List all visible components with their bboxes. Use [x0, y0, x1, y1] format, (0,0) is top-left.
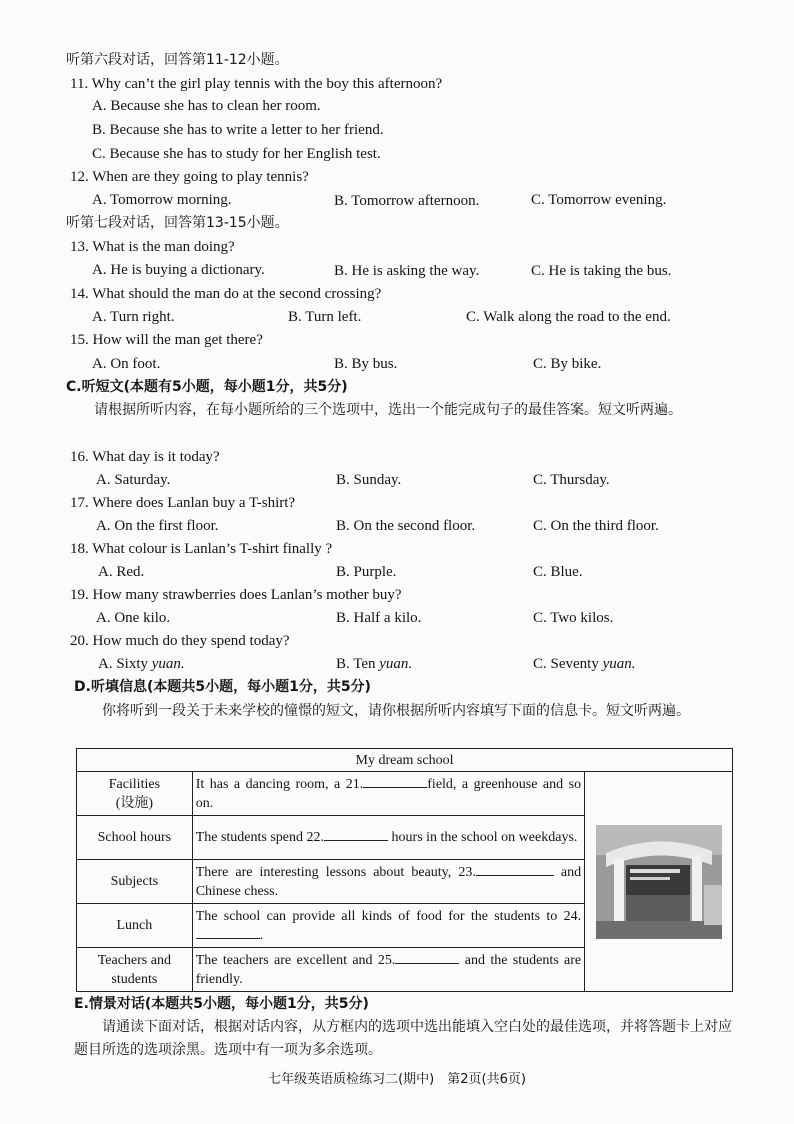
row-value-teachers-students: The teachers are excellent and 25. and the students are friendly.: [192, 948, 584, 992]
q20-option-c: C. Seventy yuan.: [533, 656, 636, 672]
row-label-lunch: Lunch: [77, 904, 193, 948]
blank-25[interactable]: [395, 951, 459, 964]
q15-option-b: B. By bus.: [334, 356, 398, 372]
section-e-instruction: 请通读下面对话，根据对话内容，从方框内的选项中选出能填入空白处的最佳选项，并将答题卡上对应题目所选的选项涂黑。选项中有一项为多余选项。: [74, 1019, 732, 1058]
dialog-6-instruction: 听第六段对话，回答第11-12小题。: [66, 52, 289, 68]
q19-option-a: A. One kilo.: [96, 610, 171, 626]
q13-option-b: B. He is asking the way.: [334, 263, 480, 279]
dialog-7-instruction: 听第七段对话，回答第13-15小题。: [66, 215, 289, 231]
blank-22[interactable]: [324, 828, 388, 841]
q20-option-a: A. Sixty yuan.: [98, 656, 185, 672]
row-value-school-hours: The students spend 22. hours in the school on weekdays.: [192, 816, 584, 860]
q19-option-c: C. Two kilos.: [533, 610, 614, 626]
section-d-heading: D.听填信息(本题共5小题，每小题1分，共5分): [74, 679, 371, 695]
row-value-facilities: It has a dancing room, a 21. field, a greenhouse and so on.: [192, 772, 584, 816]
row-label-teachers-students: Teachers and students: [77, 948, 193, 992]
q13-option-a: A. He is buying a dictionary.: [92, 262, 265, 278]
school-photo-cell: [585, 772, 733, 992]
section-e-heading: E.情景对话(本题共5小题，每小题1分，共5分): [74, 996, 369, 1012]
school-photo: [596, 825, 722, 939]
section-c-instruction: 请根据所听内容，在每小题所给的三个选项中，选出一个能完成句子的最佳答案。短文听两遍。: [94, 402, 682, 418]
q16-option-b: B. Sunday.: [336, 472, 402, 488]
q11-option-b: B. Because she has to write a letter to her friend.: [92, 122, 384, 138]
row-value-subjects: There are interesting lessons about beauty, 23. and Chinese chess.: [192, 860, 584, 904]
q12-option-b: B. Tomorrow afternoon.: [334, 193, 480, 209]
q16-option-c: C. Thursday.: [533, 472, 610, 488]
q15-option-a: A. On foot.: [92, 356, 161, 372]
q20-option-b: B. Ten yuan.: [336, 656, 413, 672]
q18-option-b: B. Purple.: [336, 564, 397, 580]
q13-option-c: C. He is taking the bus.: [531, 263, 672, 279]
q12-option-c: C. Tomorrow evening.: [531, 192, 667, 208]
q19-option-b: B. Half a kilo.: [336, 610, 422, 626]
question-11: 11. Why can’t the girl play tennis with the boy this afternoon?: [70, 76, 443, 92]
row-label-subjects: Subjects: [77, 860, 193, 904]
question-20: 20. How much do they spend today?: [70, 633, 290, 649]
blank-23[interactable]: [476, 863, 554, 876]
blank-21[interactable]: [363, 775, 427, 788]
q11-option-a: A. Because she has to clean her room.: [92, 98, 321, 114]
question-12: 12. When are they going to play tennis?: [70, 169, 309, 185]
section-c-heading: C.听短文(本题有5小题，每小题1分，共5分): [66, 379, 348, 395]
row-value-lunch: The school can provide all kinds of food for the students to 24. .: [192, 904, 584, 948]
question-14: 14. What should the man do at the second crossing?: [70, 286, 382, 302]
q11-option-c: C. Because she has to study for her English test.: [92, 146, 381, 162]
row-label-facilities: Facilities (设施): [77, 772, 193, 816]
question-15: 15. How will the man get there?: [70, 332, 263, 348]
row-label-school-hours: School hours: [77, 816, 193, 860]
q14-option-c: C. Walk along the road to the end.: [466, 309, 671, 325]
page-footer: 七年级英语质检练习二(期中) 第2页(共6页): [268, 1072, 526, 1087]
q18-option-a: A. Red.: [98, 564, 145, 580]
info-card-title: My dream school: [77, 749, 733, 772]
question-18: 18. What colour is Lanlan’s T-shirt finally ?: [70, 541, 333, 557]
info-card-table: [76, 748, 733, 992]
section-d-instruction: 你将听到一段关于未来学校的憧憬的短文，请你根据所听内容填写下面的信息卡。短文听两遍。: [102, 703, 690, 719]
q14-option-b: B. Turn left.: [288, 309, 362, 325]
q18-option-c: C. Blue.: [533, 564, 583, 580]
q15-option-c: C. By bike.: [533, 356, 602, 372]
q14-option-a: A. Turn right.: [92, 309, 175, 325]
question-13: 13. What is the man doing?: [70, 239, 235, 255]
question-19: 19. How many strawberries does Lanlan’s mother buy?: [70, 587, 402, 603]
q17-option-c: C. On the third floor.: [533, 518, 659, 534]
q17-option-b: B. On the second floor.: [336, 518, 476, 534]
q17-option-a: A. On the first floor.: [96, 518, 219, 534]
question-17: 17. Where does Lanlan buy a T-shirt?: [70, 495, 296, 511]
blank-24[interactable]: [196, 926, 260, 939]
question-16: 16. What day is it today?: [70, 449, 220, 465]
q16-option-a: A. Saturday.: [96, 472, 171, 488]
q12-option-a: A. Tomorrow morning.: [92, 192, 232, 208]
